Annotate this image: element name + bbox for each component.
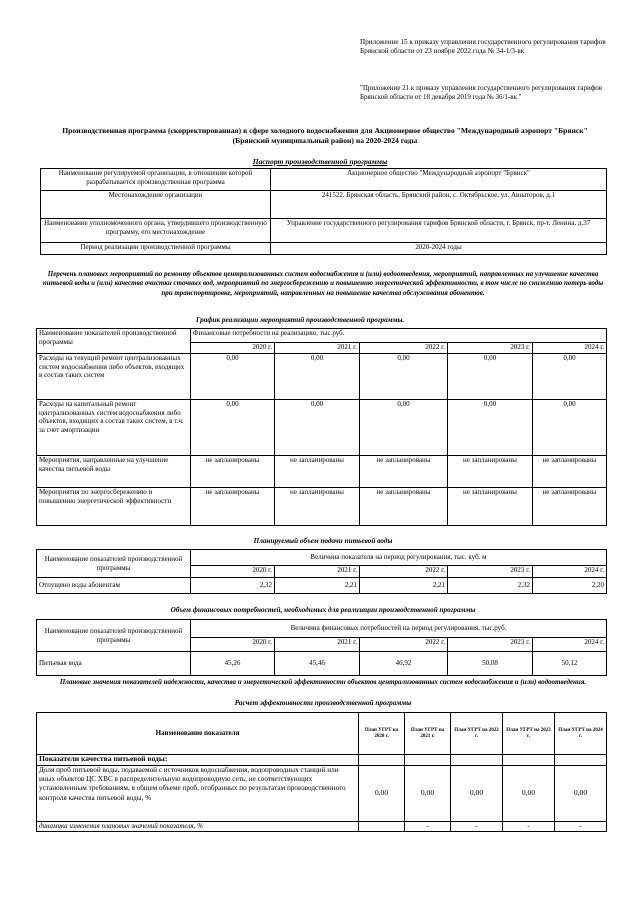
table-row — [37, 456, 607, 488]
cell-value: 2,21 — [360, 578, 448, 594]
row-label: Мероприятия, направленные на улучшение качества питьевой воды — [37, 456, 191, 488]
cell-value: не запланированы — [360, 488, 448, 526]
passport-row — [41, 169, 607, 191]
finance-title: Объем финансовых потребностей, необходимых для реализации производственной программы — [170, 606, 476, 614]
table-row — [37, 488, 607, 526]
year-header: 2024 г. — [533, 343, 607, 354]
year-header: 2022 г. — [360, 566, 448, 578]
measures-table — [36, 328, 607, 526]
table-row — [37, 354, 607, 400]
volume-title: Планируемый объем подачи питьевой воды — [253, 537, 393, 545]
year-header: 2020 г. — [191, 638, 275, 652]
passport-title: Паспорт производственной программы — [252, 157, 388, 166]
year-header: 2024 г. — [533, 638, 607, 652]
cell-value: 0,00 — [448, 354, 533, 400]
indicators-heading: Плановые значения показателей надежности, качества и энергетической эффективности объектов централизованных систем водоснабжения и (или) водоотведения. — [59, 678, 587, 686]
cell-value: 0,00 — [360, 400, 448, 456]
cell-value: - — [405, 822, 451, 832]
cell-value: не запланированы — [191, 488, 275, 526]
passport-label: Период реализации производственной программы — [41, 243, 271, 255]
cell-value: 0,00 — [275, 400, 360, 456]
year-header: 2023 г. — [448, 343, 533, 354]
passport-row — [41, 219, 607, 243]
plan-col-header: План УГРТ на 2024 г. — [555, 713, 607, 755]
finance-col-group: Величина финансовых потребностей на период регулирования, тыс.руб. — [191, 620, 607, 638]
passport-label: Наименование уполномоченного органа, утвердившего производственную программу, его местонахождение — [41, 219, 271, 243]
table-row — [37, 400, 607, 456]
cell-value: 0,00 — [555, 766, 607, 822]
cell-value: 2,21 — [275, 578, 360, 594]
cell-value: не запланированы — [448, 456, 533, 488]
table-row — [37, 652, 607, 676]
year-header: 2020 г. — [191, 343, 275, 354]
cell-value: не запланированы — [275, 488, 360, 526]
passport-value: Управление государственного регулирования тарифов Брянской области, г. Брянск, пр-т. Ленина, д.37 — [271, 219, 607, 243]
calc-title: Расчет эффективности производственной программы — [234, 699, 412, 707]
indicators-col-label: Наименование показателя — [37, 713, 359, 755]
volume-table — [36, 549, 607, 594]
cell-value: 0,00 — [448, 400, 533, 456]
passport-value: 2020-2024 годы — [271, 243, 607, 255]
appendix-21-note: "Приложение 21 к приказу управления государственного регулирования тарифов Брянской области от 18 декабря 2019 года № 36/1-вк " — [360, 84, 603, 101]
row-label: Доля проб питьевой воды, подаваемой с источников водоснабжения, водопроводных станций или иных объектов ЦС ХВС в распределительную водопроводную сеть, не соответствующих установленным требованиям, в общем объеме проб, отобранных по результатам производственного контроля качества питьевой воды, % — [37, 766, 359, 822]
cell-value: 0,00 — [451, 766, 503, 822]
plan-col-header: План УГРТ на 2020 г. — [359, 713, 405, 755]
passport-row — [41, 243, 607, 255]
measures-col-label: Наименование показателей производственной программы — [37, 329, 191, 354]
row-label: Мероприятия по энергосбережению и повышению энергетической эффективности — [37, 488, 191, 526]
cell-value — [359, 822, 405, 832]
cell-value: 50,12 — [533, 652, 607, 676]
cell-value: - — [451, 822, 503, 832]
cell-value: 0,00 — [360, 354, 448, 400]
year-header: 2023 г. — [448, 566, 533, 578]
passport-label: Наименование регулируемой организации, в отношении которой разрабатывается производственная программа — [41, 169, 271, 191]
volume-col-label: Наименование показателей производственной программы — [37, 550, 191, 578]
cell-value: не запланированы — [360, 456, 448, 488]
row-label: Расходы на текущий ремонт централизованных систем водоснабжения либо объектов, входящих в состав таких систем — [37, 354, 191, 400]
cell-value: не запланированы — [191, 456, 275, 488]
finance-table — [36, 619, 607, 676]
row-label: Расходы на капитальный ремонт централизованных систем водоснабжения либо объектов, входящих в состав таких систем, в т.ч. за счет амортизации — [37, 400, 191, 456]
cell-value: 50,08 — [448, 652, 533, 676]
cell-value: 0,00 — [405, 766, 451, 822]
cell-value: не запланированы — [448, 488, 533, 526]
cell-value: 45,46 — [275, 652, 360, 676]
schedule-title: График реализации мероприятий производственной программы. — [196, 316, 405, 324]
plan-col-header: План УГРТ на 2021 г. — [405, 713, 451, 755]
passport-row — [41, 191, 607, 219]
cell-value: 0,00 — [359, 766, 405, 822]
year-header: 2023 г. — [448, 638, 533, 652]
plan-col-header: План УГРТ на 2022 г. — [451, 713, 503, 755]
row-label: Отпущено воды абонентам — [37, 578, 191, 594]
cell-value: не запланированы — [533, 456, 607, 488]
year-header: 2020 г. — [191, 566, 275, 578]
cell-value: 0,00 — [191, 400, 275, 456]
year-header: 2021 г. — [275, 638, 360, 652]
finance-col-label: Наименование показателей производственной программы — [37, 620, 191, 652]
year-header: 2021 г. — [275, 566, 360, 578]
table-row — [37, 766, 607, 822]
section-label: Показатели качества питьевой воды: — [37, 755, 359, 766]
cell-value: 0,00 — [191, 354, 275, 400]
passport-table — [40, 168, 607, 255]
passport-value: Акционерное общество "Международный аэропорт "Брянск" — [271, 169, 607, 191]
cell-value: 0,00 — [275, 354, 360, 400]
cell-value: 2,32 — [191, 578, 275, 594]
cell-value: 0,00 — [503, 766, 555, 822]
appendix-15-note: Приложение 15 к приказу управления государственного регулирования тарифов Брянской области от 23 ноября 2022 года № 34-1/3-вк — [360, 38, 606, 56]
measures-heading: Перечень плановых мероприятий по ремонту объектов централизованных систем водоснабжения и (или) водоотведения, мероприятий, направленных на улучшение качества питьевой воды и (или) качества очистки сточных вод, мероприятий по энергосбережению и повышению энергетической эффективности, в том числе по снижению потерь воды при транспортировке, мероприятий, направленных на повышение качества обслуживания абонентов. — [42, 270, 604, 297]
year-header: 2024 г. — [533, 566, 607, 578]
cell-value: 45,26 — [191, 652, 275, 676]
table-row — [37, 578, 607, 594]
cell-value: 0,00 — [533, 400, 607, 456]
passport-label: Местонахождение организации — [41, 191, 271, 219]
passport-value: 241522, Брянская область, Брянский район, с. Октябрьское, ул. Авиаторов, д.1 — [271, 191, 607, 219]
table-row — [37, 822, 607, 832]
cell-value: - — [555, 822, 607, 832]
cell-value: 46,92 — [360, 652, 448, 676]
plan-col-header: План УГРТ на 2023 г. — [503, 713, 555, 755]
cell-value: 0,00 — [533, 354, 607, 400]
row-label: Питьевая вода — [37, 652, 191, 676]
row-label: динамика изменения плановых значений показателя, % — [37, 822, 359, 832]
cell-value: не запланированы — [275, 456, 360, 488]
document-title: Производственная программа (скорректированная) в сфере холодного водоснабжения для Акционерное общество "Международный аэропорт "Брянск" (Брянский муниципальный район) на 2020-2024 годы — [62, 126, 588, 145]
volume-col-group: Величина показателя на период регулирования, тыс. куб. м — [191, 550, 607, 566]
indicators-table — [36, 712, 607, 832]
cell-value: не запланированы — [533, 488, 607, 526]
measures-col-group: Финансовые потребности на реализацию, тыс.руб. — [191, 329, 607, 343]
cell-value: 2,32 — [448, 578, 533, 594]
cell-value: 2,20 — [533, 578, 607, 594]
year-header: 2022 г. — [360, 638, 448, 652]
year-header: 2021 г. — [275, 343, 360, 354]
year-header: 2022 г. — [360, 343, 448, 354]
cell-value: - — [503, 822, 555, 832]
